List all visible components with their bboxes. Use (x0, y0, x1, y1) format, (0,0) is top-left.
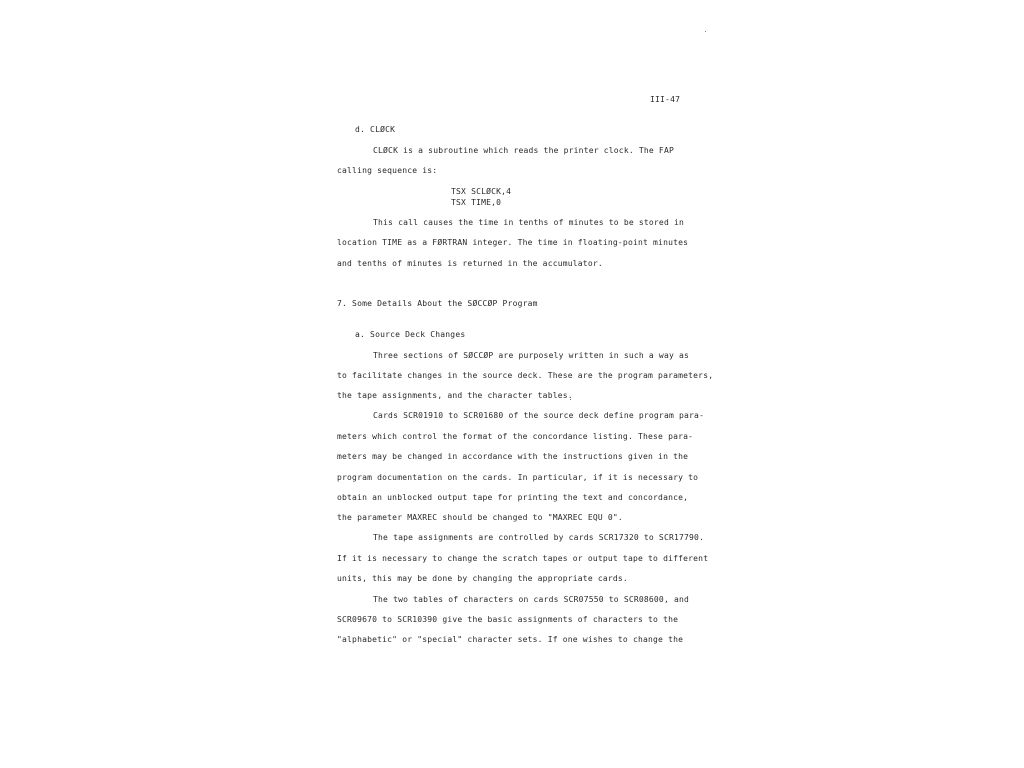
paragraph-line: "alphabetic" or "special" character sets. If one wishes to change the (337, 635, 684, 644)
paragraph-line: the tape assignments, and the character tables. (337, 391, 573, 400)
paragraph-line: Three sections of SØCCØP are purposely written in such a way as (373, 351, 690, 360)
page-number: III-47 (650, 95, 681, 104)
paragraph-line: The tape assignments are controlled by cards SCR17320 to SCR17790. (373, 533, 705, 542)
paragraph-line: If it is necessary to change the scratch tapes or output tape to different (337, 554, 709, 563)
paragraph-line: the parameter MAXREC should be changed to "MAXREC EQU 0". (337, 513, 623, 522)
scan-speck (705, 31, 706, 32)
paragraph-line: meters which control the format of the concordance listing. These para- (337, 432, 694, 441)
paragraph-line: meters may be changed in accordance with the instructions given in the (337, 452, 689, 461)
paragraph-line: obtain an unblocked output tape for printing the text and concordance, (337, 493, 689, 502)
section-heading-7: 7. Some Details About the SØCCØP Program (337, 299, 538, 308)
section-heading-source-deck: a. Source Deck Changes (355, 330, 466, 339)
paragraph-line: to facilitate changes in the source deck. These are the program parameters, (337, 371, 714, 380)
paragraph-line: This call causes the time in tenths of minutes to be stored in (373, 218, 685, 227)
paragraph-line: CLØCK is a subroutine which reads the printer clock. The FAP (373, 146, 674, 155)
paragraph-line: units, this may be done by changing the appropriate cards. (337, 574, 628, 583)
section-heading-clock: d. CLØCK (355, 125, 396, 134)
paragraph-line: The two tables of characters on cards SCR07550 to SCR08600, and (373, 595, 690, 604)
code-line: TSX TIME,0 (451, 198, 502, 207)
paragraph-line: program documentation on the cards. In particular, if it is necessary to (337, 473, 699, 482)
code-line: TSX SCLØCK,4 (451, 187, 512, 196)
paragraph-line: calling sequence is: (337, 166, 438, 175)
paragraph-line: SCR09670 to SCR10390 give the basic assignments of characters to the (337, 615, 679, 624)
paragraph-line: and tenths of minutes is returned in the accumulator. (337, 259, 603, 268)
paragraph-line: Cards SCR01910 to SCR01680 of the source deck define program para- (373, 411, 705, 420)
paragraph-line: location TIME as a FØRTRAN integer. The time in floating-point minutes (337, 238, 689, 247)
